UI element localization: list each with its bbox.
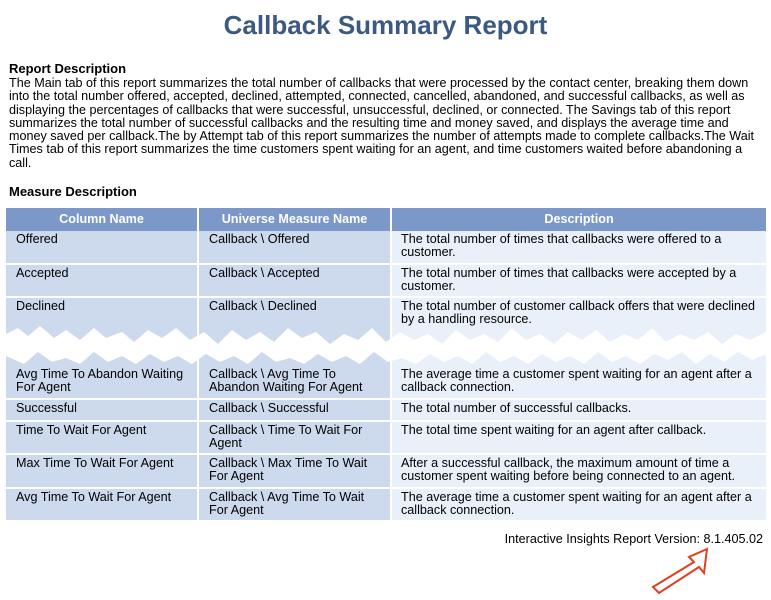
cell-description: The average time a customer spent waiting for an agent after a callback connection. xyxy=(391,366,766,399)
torn-paper-break xyxy=(6,314,766,374)
cell-measure-name: Callback \ Time To Wait For Agent xyxy=(198,421,391,455)
cell-column-name: Time To Wait For Agent xyxy=(6,421,198,455)
cell-measure-name: Callback \ Accepted xyxy=(198,264,391,298)
cell-description: The average time a customer spent waiting for an agent after a callback connection. xyxy=(391,488,766,522)
table-row xyxy=(6,264,766,298)
column-header-measure: Universe Measure Name xyxy=(198,208,391,231)
cell-measure-name: Callback \ Offered xyxy=(198,231,391,264)
report-description-heading: Report Description xyxy=(9,61,127,76)
cell-measure-name: Callback \ Avg Time To Wait For Agent xyxy=(198,488,391,522)
column-header-name: Column Name xyxy=(6,208,198,231)
cell-column-name: Avg Time To Abandon Waiting For Agent xyxy=(6,366,198,399)
measure-table-bottom xyxy=(6,366,766,522)
cell-description: The total time spent waiting for an agent after callback. xyxy=(391,421,766,455)
cell-column-name: Max Time To Wait For Agent xyxy=(6,454,198,488)
cell-column-name: Offered xyxy=(6,231,198,264)
table-row xyxy=(6,421,766,455)
cell-measure-name: Callback \ Declined xyxy=(198,297,391,377)
table-header-row xyxy=(6,208,766,231)
cell-column-name: Declined xyxy=(6,297,198,377)
cell-description: The total number of times that callbacks were offered to a customer. xyxy=(391,231,766,264)
cell-description: The total number of customer callback offers that were declined by a handling resource. xyxy=(391,297,766,377)
table-row xyxy=(6,488,766,522)
cell-column-name: Successful xyxy=(6,399,198,421)
cell-description: The total number of successful callbacks. xyxy=(391,399,766,421)
table-row xyxy=(6,366,766,399)
table-row xyxy=(6,399,766,421)
measure-description-heading: Measure Description xyxy=(9,184,137,199)
cell-column-name: Accepted xyxy=(6,264,198,298)
column-header-description: Description xyxy=(391,208,766,231)
cell-measure-name: Callback \ Avg Time To Abandon Waiting For Agent xyxy=(198,366,391,399)
report-version: Interactive Insights Report Version: 8.1.405.02 xyxy=(504,532,763,546)
arrow-icon xyxy=(645,545,715,597)
table-row xyxy=(6,454,766,488)
table-row xyxy=(6,231,766,264)
cell-column-name: Avg Time To Wait For Agent xyxy=(6,488,198,522)
cell-description: After a successful callback, the maximum amount of time a customer spent waiting before being connected to an agent. xyxy=(391,454,766,488)
cell-description: The total number of times that callbacks were accepted by a customer. xyxy=(391,264,766,298)
report-description-text: The Main tab of this report summarizes the total number of callbacks that were processed by the contact center, breaking them down into the total number offered, accepted, declined, attempted, connected, cancelled, abandoned, and successful callbacks, as well as displaying the percentages of callbacks that were successful, unsuccessful, declined, or connected. The Savings tab of this report summarizes the total number of successful callbacks and the resulting time and money saved, and displays the average time and money saved per callback.The by Attempt tab of this report summarizes the number of attempts made to complete callbacks.The Wait Times tab of this report summarizes the time customers spent waiting for an agent, and time customers waited before abandoning a call. xyxy=(9,76,754,170)
cell-measure-name: Callback \ Successful xyxy=(198,399,391,421)
page-title: Callback Summary Report xyxy=(223,10,548,40)
cell-measure-name: Callback \ Max Time To Wait For Agent xyxy=(198,454,391,488)
